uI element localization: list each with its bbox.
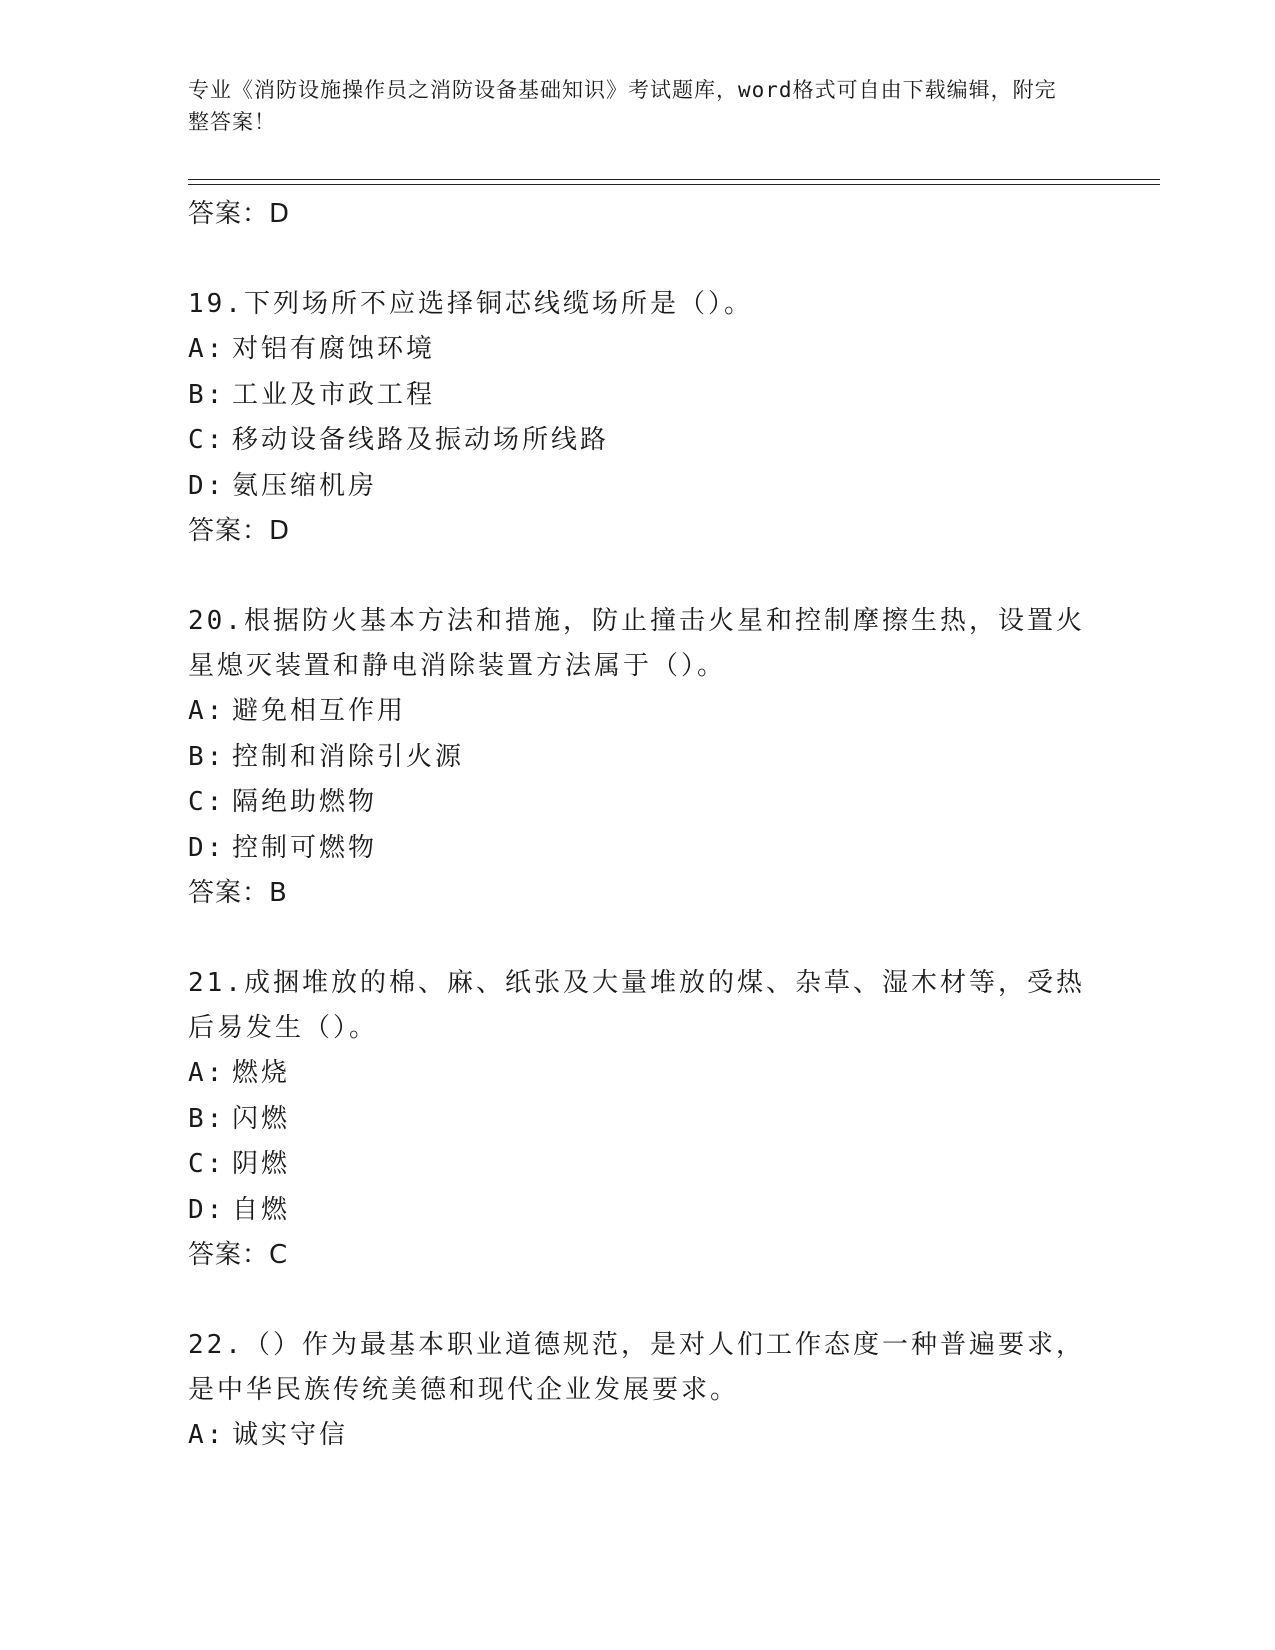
option-key: B: bbox=[188, 741, 226, 772]
option-text: 控制和消除引火源 bbox=[232, 741, 465, 772]
question-19 bbox=[188, 282, 1088, 553]
question-list bbox=[188, 192, 1088, 1459]
question-stem: 20.根据防火基本方法和措施，防止撞击火星和控制摩擦生热，设置火星熄灭装置和静电消除装置方法属于（）。 bbox=[188, 606, 1085, 681]
option-c bbox=[188, 1142, 1088, 1188]
header-rule-top bbox=[188, 179, 1160, 180]
option-a bbox=[188, 327, 1088, 373]
question-stem: 19.下列场所不应选择铜芯线缆场所是（）。 bbox=[188, 289, 753, 319]
question-20 bbox=[188, 599, 1088, 915]
option-d bbox=[188, 1188, 1088, 1234]
option-text: 移动设备线路及振动场所线路 bbox=[232, 425, 610, 455]
option-key: A: bbox=[188, 334, 226, 364]
answer-line: 答案：D bbox=[188, 516, 291, 546]
option-b bbox=[188, 373, 1088, 419]
question-stem: 22.（）作为最基本职业道德规范，是对人们工作态度一种普遍要求，是中华民族传统美德和现代企业发展要求。 bbox=[188, 1330, 1085, 1405]
option-a bbox=[188, 1413, 1088, 1459]
option-d bbox=[188, 464, 1088, 510]
option-key: D: bbox=[188, 470, 226, 501]
option-key: C: bbox=[188, 787, 226, 817]
option-key: D: bbox=[188, 832, 226, 863]
answer-line: 答案：B bbox=[188, 878, 288, 908]
question-21 bbox=[188, 961, 1088, 1277]
option-key: A: bbox=[188, 1058, 226, 1088]
option-text: 隔绝助燃物 bbox=[232, 787, 378, 817]
option-key: A: bbox=[188, 696, 226, 726]
option-c bbox=[188, 418, 1088, 464]
option-text: 诚实守信 bbox=[232, 1420, 349, 1450]
option-key: C: bbox=[188, 1149, 226, 1179]
header-rule-bottom bbox=[188, 184, 1160, 185]
option-c bbox=[188, 780, 1088, 826]
option-key: C: bbox=[188, 425, 226, 455]
option-key: B: bbox=[188, 1103, 226, 1134]
option-text: 工业及市政工程 bbox=[232, 379, 436, 410]
option-text: 氨压缩机房 bbox=[232, 470, 378, 501]
document-header: 专业《消防设施操作员之消防设备基础知识》考试题库，word格式可自由下载编辑，附完整答案！ bbox=[188, 78, 1057, 134]
option-key: A: bbox=[188, 1420, 226, 1450]
option-b bbox=[188, 1097, 1088, 1143]
option-key: B: bbox=[188, 379, 226, 410]
option-b bbox=[188, 735, 1088, 781]
option-text: 对铝有腐蚀环境 bbox=[232, 334, 436, 364]
option-text: 控制可燃物 bbox=[232, 832, 378, 863]
answer-line: 答案：C bbox=[188, 1240, 289, 1270]
option-text: 闪燃 bbox=[232, 1103, 291, 1134]
option-a bbox=[188, 689, 1088, 735]
question-22 bbox=[188, 1323, 1088, 1459]
question-stem: 21.成捆堆放的棉、麻、纸张及大量堆放的煤、杂草、湿木材等，受热后易发生（）。 bbox=[188, 968, 1085, 1043]
answer-line: 答案：D bbox=[188, 199, 291, 229]
option-a bbox=[188, 1051, 1088, 1097]
option-text: 自燃 bbox=[232, 1194, 291, 1225]
option-key: D: bbox=[188, 1194, 226, 1225]
option-text: 燃烧 bbox=[232, 1058, 291, 1088]
option-d bbox=[188, 826, 1088, 872]
option-text: 避免相互作用 bbox=[232, 696, 407, 726]
option-text: 阴燃 bbox=[232, 1149, 291, 1179]
